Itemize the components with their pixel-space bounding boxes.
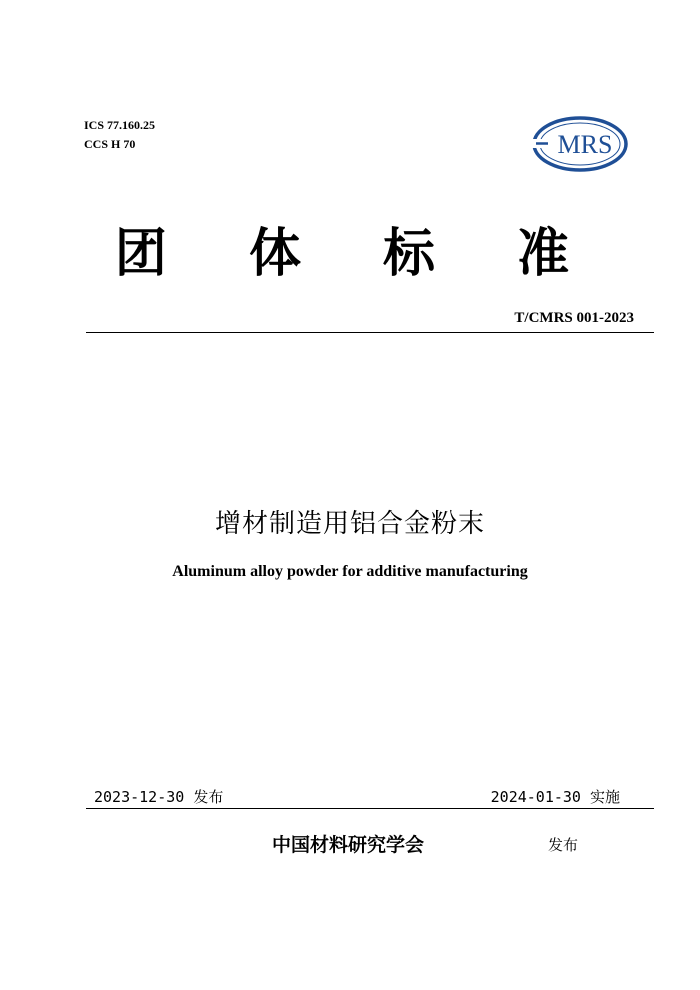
publisher-name: 中国材料研究学会 bbox=[272, 834, 425, 856]
document-category: 团 体 标 准 bbox=[114, 224, 602, 284]
title-english: Aluminum alloy powder for additive manufacturing bbox=[172, 563, 528, 580]
issue-date: 2023-12-30 发布 bbox=[94, 788, 224, 806]
cmrs-logo bbox=[530, 115, 630, 173]
ics-code: ICS 77.160.25 bbox=[84, 118, 156, 132]
divider-bottom bbox=[86, 808, 654, 809]
standard-code: T/CMRS 001-2023 bbox=[514, 310, 634, 326]
publisher-suffix: 发布 bbox=[548, 836, 579, 854]
ccs-code: CCS H 70 bbox=[84, 137, 136, 151]
implementation-date: 2024-01-30 实施 bbox=[490, 788, 620, 806]
logo-text: MRS bbox=[557, 130, 613, 159]
title-chinese: 增材制造用铝合金粉末 bbox=[214, 509, 485, 539]
divider-top bbox=[86, 332, 654, 333]
